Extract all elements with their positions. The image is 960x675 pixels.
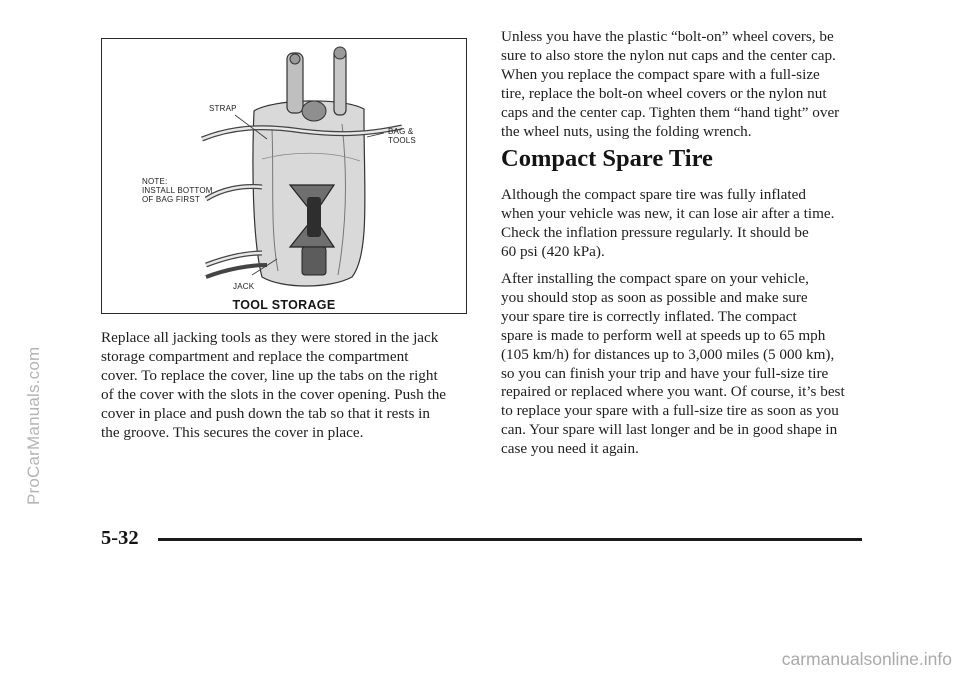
- spare-usage-paragraph-line: so you can finish your trip and have your full-size tire: [501, 364, 829, 382]
- inflation-paragraph-line: 60 psi (420 kPa).: [501, 242, 605, 260]
- left-paragraph-line: storage compartment and replace the compartment: [101, 347, 409, 365]
- right-intro-line: When you replace the compact spare with a full-size: [501, 65, 820, 83]
- bottom-watermark: carmanualsonline.info: [781, 649, 952, 669]
- spare-usage-paragraph-line: you should stop as soon as possible and make sure: [501, 288, 808, 306]
- tool-storage-figure: [101, 38, 467, 314]
- left-paragraph-line: cover. To replace the cover, line up the tabs on the right: [101, 366, 438, 384]
- spare-usage-paragraph-line: (105 km/h) for distances up to 3,000 miles (5 000 km),: [501, 345, 835, 363]
- inflation-paragraph-line: Although the compact spare tire was fully inflated: [501, 186, 806, 203]
- right-intro-line: the wheel nuts, using the folding wrench.: [501, 122, 752, 140]
- left-paragraph-line: cover in place and push down the tab so that it rests in: [101, 404, 430, 422]
- spare-usage-paragraph-line: After installing the compact spare on your vehicle,: [501, 270, 809, 287]
- inflation-paragraph-line: Check the inflation pressure regularly. It should be: [501, 223, 809, 241]
- left-paragraph-line: of the cover with the slots in the cover opening. Push the: [101, 385, 447, 403]
- left-paragraph-line: the groove. This secures the cover in place.: [101, 423, 364, 441]
- spare-usage-paragraph-line: spare is made to perform well at speeds up to 65 mph: [501, 326, 826, 344]
- spare-usage-paragraph-line: to replace your spare with a full-size tire as soon as you: [501, 402, 839, 420]
- spare-usage-paragraph-line: your spare tire is correctly inflated. The compact: [501, 307, 797, 325]
- inflation-paragraph: [501, 186, 834, 262]
- right-intro-paragraph: [501, 28, 839, 141]
- spare-usage-paragraph-line: can. Your spare will last longer and be in good shape in: [501, 421, 838, 439]
- right-intro-line: tire, replace the bolt-on wheel covers or the nylon nut: [501, 84, 827, 102]
- spare-usage-paragraph-line: repaired or replaced where you want. Of course, it’s best: [501, 383, 845, 401]
- bag-tools-label-line-1: BAG &: [388, 127, 414, 136]
- jack-label: JACK: [233, 282, 255, 291]
- spare-usage-paragraph-line: case you need it again.: [501, 440, 639, 458]
- left-paragraph: [101, 329, 446, 442]
- right-intro-line: caps and the center cap. Tighten them “hand tight” over: [501, 103, 840, 121]
- right-intro-line: sure to also store the nylon nut caps and the center cap.: [501, 46, 836, 64]
- inflation-paragraph-line: when your vehicle was new, it can lose air after a time.: [501, 204, 835, 222]
- figure-caption: TOOL STORAGE: [232, 298, 336, 312]
- note-label-line-2: INSTALL BOTTOM: [142, 186, 213, 195]
- note-label-line-1: NOTE:: [142, 177, 168, 186]
- note-label-line-3: OF BAG FIRST: [142, 195, 200, 204]
- right-intro-line: Unless you have the plastic “bolt-on” wheel covers, be: [501, 28, 834, 45]
- footer-rule: [158, 538, 862, 541]
- left-paragraph-line: Replace all jacking tools as they were stored in the jack: [101, 329, 439, 346]
- page-number: 5-32: [101, 527, 139, 549]
- spare-usage-paragraph: [501, 270, 845, 459]
- section-heading: Compact Spare Tire: [501, 145, 713, 172]
- side-watermark: ProCarManuals.com: [24, 346, 43, 505]
- bag-tools-label-line-2: TOOLS: [388, 136, 416, 145]
- strap-label: STRAP: [209, 104, 237, 113]
